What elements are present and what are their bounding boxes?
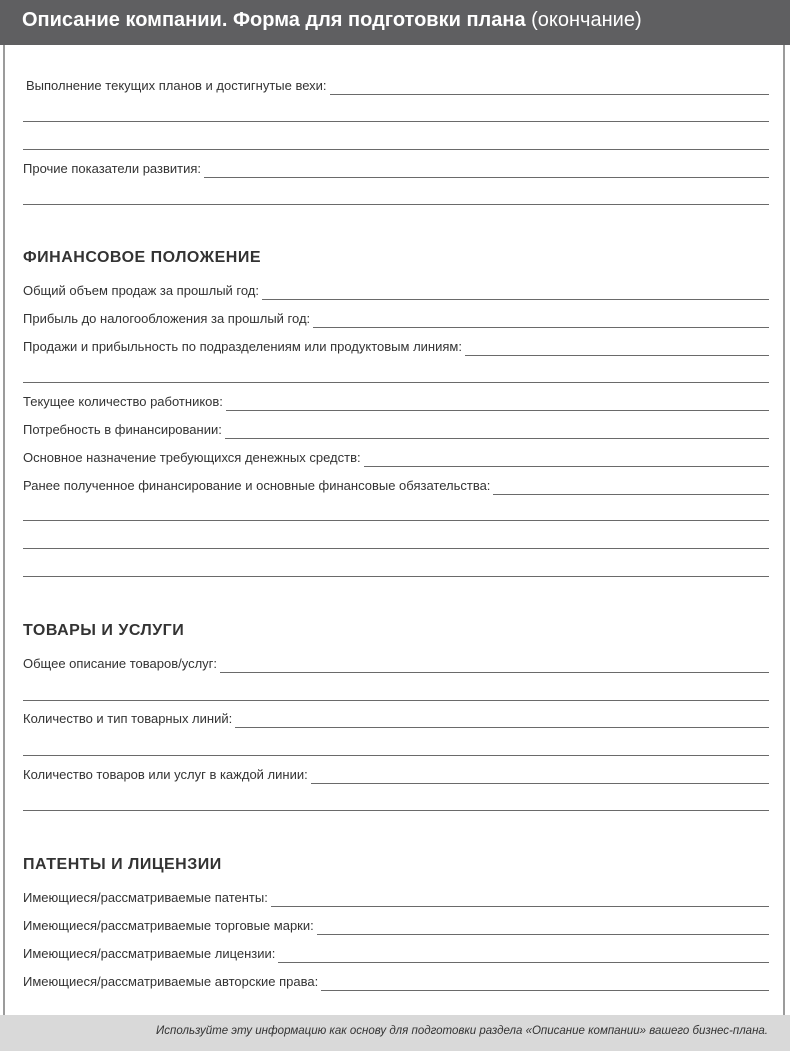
products-per-line-label: Количество товаров или услуг в каждой линии: — [23, 767, 308, 782]
trademarks-line[interactable] — [317, 934, 769, 935]
current-plans-field[interactable] — [23, 75, 769, 95]
copyrights-label: Имеющиеся/рассматриваемые авторские права: — [23, 974, 319, 989]
total-sales-label: Общий объем продаж за прошлый год: — [23, 283, 260, 298]
sales-by-division-field[interactable] — [23, 336, 769, 356]
page-header — [0, 0, 790, 45]
products-description-field[interactable] — [23, 653, 769, 673]
header-title: Описание компании. Форма для подготовки плана — [22, 9, 526, 31]
copyrights-field[interactable] — [23, 971, 769, 991]
writing-line[interactable] — [23, 204, 769, 205]
products-per-line-line[interactable] — [311, 783, 769, 784]
writing-line[interactable] — [23, 755, 769, 756]
employees-label: Текущее количество работников: — [23, 394, 223, 409]
employees-line[interactable] — [226, 410, 769, 411]
writing-line[interactable] — [23, 382, 769, 383]
employees-field[interactable] — [23, 391, 769, 411]
funds-purpose-line[interactable] — [364, 466, 769, 467]
products-description-label: Общее описание товаров/услуг: — [23, 656, 218, 671]
patents-line[interactable] — [271, 906, 769, 907]
product-lines-line[interactable] — [235, 727, 769, 728]
section-patents: ПАТЕНТЫ И ЛИЦЕНЗИИ — [23, 856, 222, 873]
sales-by-division-label: Продажи и прибыльность по подразделениям или продуктовым линиям: — [23, 339, 462, 354]
licenses-line[interactable] — [278, 962, 769, 963]
section-financial: ФИНАНСОВОЕ ПОЛОЖЕНИЕ — [23, 249, 262, 266]
trademarks-label: Имеющиеся/рассматриваемые торговые марки: — [23, 918, 314, 933]
financing-need-field[interactable] — [23, 419, 769, 439]
patents-field[interactable] — [23, 887, 769, 907]
total-sales-field[interactable] — [23, 280, 769, 300]
pretax-profit-line[interactable] — [313, 327, 769, 328]
product-lines-field[interactable] — [23, 708, 769, 728]
licenses-field[interactable] — [23, 943, 769, 963]
page-footer — [0, 1015, 790, 1051]
writing-line[interactable] — [23, 121, 769, 122]
writing-line[interactable] — [23, 548, 769, 549]
financing-need-line[interactable] — [225, 438, 769, 439]
other-indicators-label: Прочие показатели развития: — [23, 161, 202, 176]
current-plans-label: Выполнение текущих планов и достигнутые вехи: — [26, 78, 327, 93]
financing-need-label: Потребность в финансировании: — [23, 422, 222, 437]
header-title-suffix: (окончание) — [525, 9, 642, 31]
other-indicators-line[interactable] — [204, 177, 769, 178]
previous-financing-label: Ранее полученное финансирование и основные финансовые обязательства: — [23, 478, 491, 493]
sales-by-division-line[interactable] — [465, 355, 769, 356]
pretax-profit-label: Прибыль до налогообложения за прошлый год: — [23, 311, 311, 326]
writing-line[interactable] — [23, 700, 769, 701]
previous-financing-line[interactable] — [493, 494, 769, 495]
writing-line[interactable] — [23, 149, 769, 150]
total-sales-line[interactable] — [262, 299, 769, 300]
products-per-line-field[interactable] — [23, 764, 769, 784]
pretax-profit-field[interactable] — [23, 308, 769, 328]
products-description-line[interactable] — [220, 672, 769, 673]
footer-note: Используйте эту информацию как основу для подготовки раздела «Описание компании» вашего бизнес-плана. — [156, 1025, 768, 1037]
previous-financing-field[interactable] — [23, 475, 769, 495]
licenses-label: Имеющиеся/рассматриваемые лицензии: — [23, 946, 276, 961]
funds-purpose-field[interactable] — [23, 447, 769, 467]
trademarks-field[interactable] — [23, 915, 769, 935]
writing-line[interactable] — [23, 576, 769, 577]
product-lines-label: Количество и тип товарных линий: — [23, 711, 233, 726]
funds-purpose-label: Основное назначение требующихся денежных средств: — [23, 450, 361, 465]
writing-line[interactable] — [23, 520, 769, 521]
section-products: ТОВАРЫ И УСЛУГИ — [23, 622, 185, 639]
writing-line[interactable] — [23, 810, 769, 811]
copyrights-line[interactable] — [321, 990, 769, 991]
other-indicators-field[interactable] — [23, 158, 769, 178]
patents-label: Имеющиеся/рассматриваемые патенты: — [23, 890, 268, 905]
current-plans-line[interactable] — [330, 94, 769, 95]
